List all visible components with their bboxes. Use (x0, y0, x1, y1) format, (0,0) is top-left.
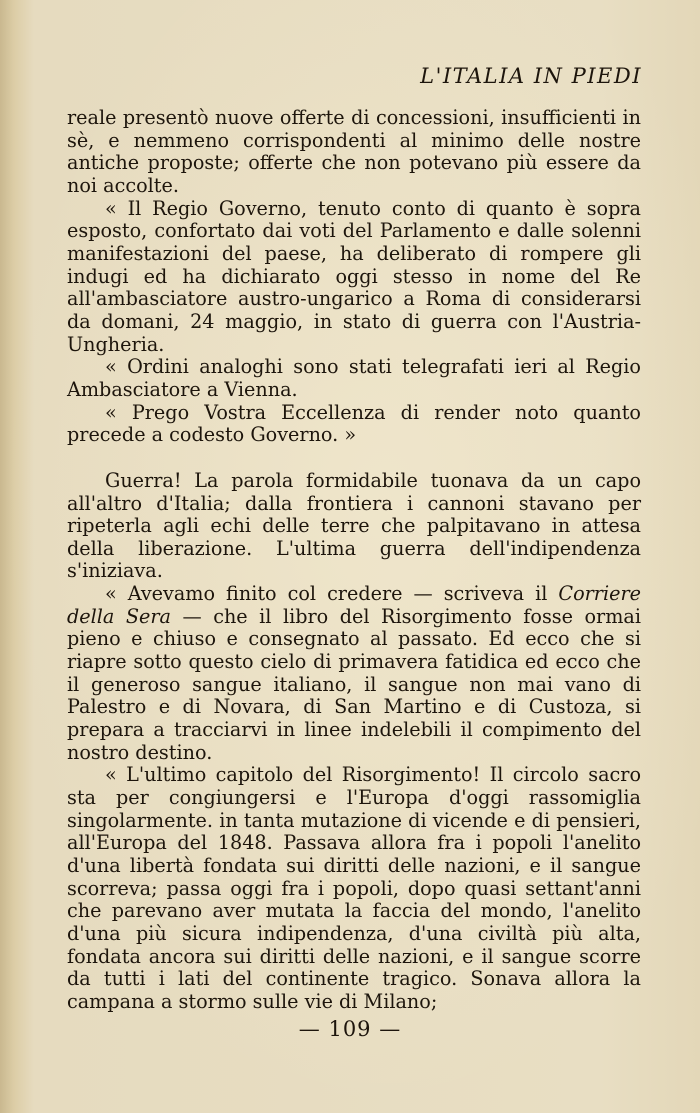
body-text (67, 107, 641, 1014)
paragraph (67, 583, 641, 764)
newspaper-title: Corriere della Sera (67, 582, 641, 628)
paragraph-text: — che il libro del Risorgimento fosse ormai pieno e chiuso e consegnato al passato. Ed ecco che si riapre sotto questo cielo di primavera fatidica ed ecco che il generoso sangue italiano, il sangue non mai vano di Palestro e di Novara, di San Martino e di Custoza, si prepara a tracciarvi in linee indelebili il compimento del nostro destino. (67, 604, 641, 764)
paragraph: « Ordini analoghi sono stati telegrafati ieri al Regio Ambasciatore a Vienna. (67, 355, 641, 401)
paragraph-text: « Avevamo finito col credere — scriveva il (105, 582, 559, 606)
paragraph: Guerra! La parola formidabile tuonava da un capo all'altro d'Italia; dalla frontiera i cannoni stavano per ripeterla agli echi delle terre che palpitavano in attesa della liberazione. L'ultima guerra dell'indipendenza s'iniziava. (67, 468, 641, 583)
running-head: L'ITALIA IN PIEDI (420, 64, 642, 88)
paragraph: « L'ultimo capitolo del Risorgimento! Il circolo sacro sta per congiungersi e l'Europa d'oggi rassomiglia singolarmente. in tanta mutazione di vicende e di pensieri, all'Europa del 1848. Passava allora fra i popoli l'anelito d'una libertà fondata sui diritti delle nazioni, e il sangue scorreva; passa oggi fra i popoli, dopo quasi settant'anni che parevano aver mutata la faccia del mondo, l'anelito d'una più sicura indipendenza, d'una civiltà più alta, fondata ancora sui diritti delle nazioni, e il sangue scorre da tutti i lati del continente tragico. Sonava allora la campana a stormo sulle vie di Milano; (67, 763, 641, 1013)
paragraph: « Il Regio Governo, tenuto conto di quanto è sopra esposto, confortato dai voti del Parlamento e dalle solenni manifestazioni del paese, ha deliberato di rompere gli indugi ed ha dichiarato oggi stesso in nome del Re all'ambasciatore austro-ungarico a Roma di considerarsi da domani, 24 maggio, in stato di guerra con l'Austria-Ungheria. (67, 196, 641, 356)
page-number: — 109 — (298, 1017, 402, 1041)
paragraph: reale presentò nuove offerte di concessioni, insufficienti in sè, e nemmeno corrispondenti al minimo delle nostre antiche proposte; offerte che non potevano più essere da noi accolte. (67, 106, 641, 197)
paragraph: « Prego Vostra Eccellenza di render noto quanto precede a codesto Governo. » (67, 400, 641, 447)
